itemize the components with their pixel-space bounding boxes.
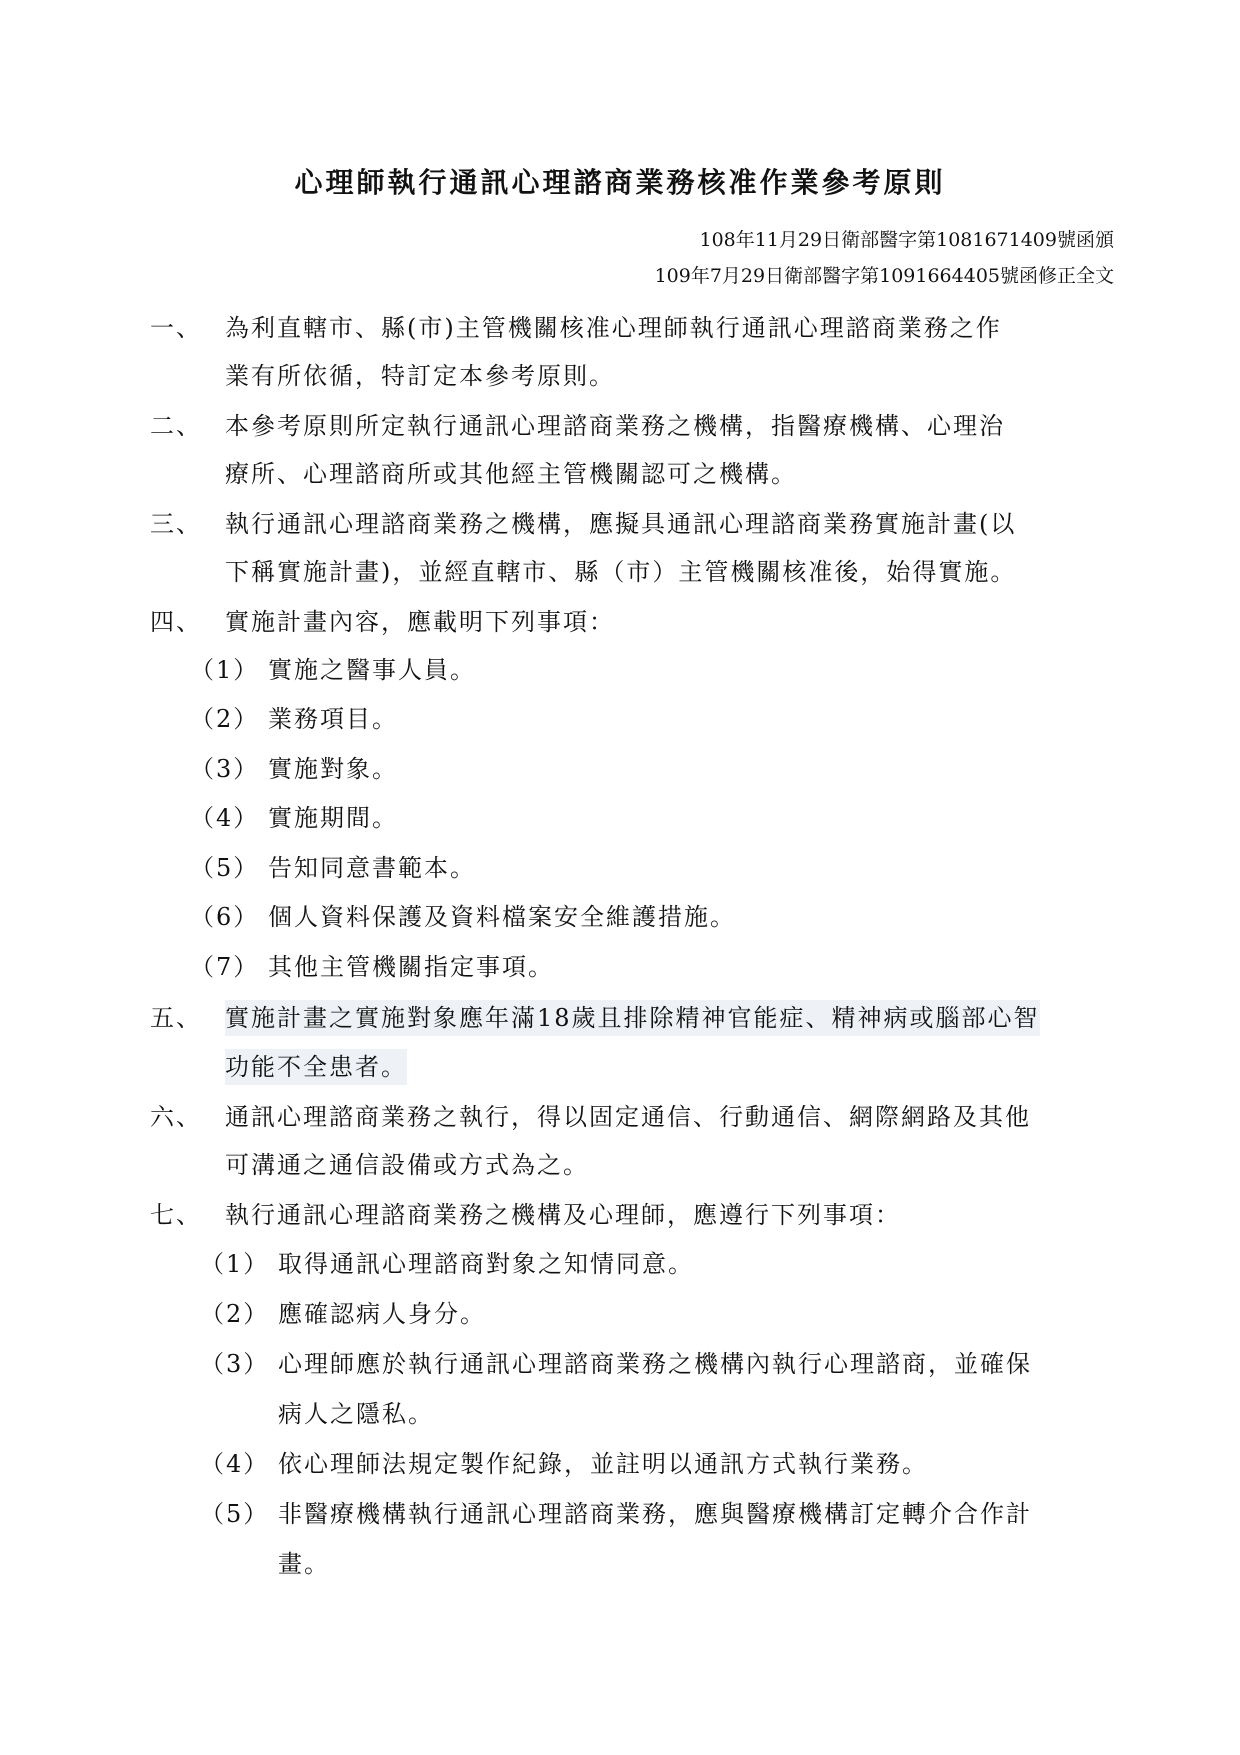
list-item-text: 依心理師法規定製作紀錄，並註明以通訊方式執行業務。 [278, 1450, 928, 1478]
list-item-text: 實施之醫事人員。 [268, 656, 476, 684]
section-text: 可溝通之通信設備或方式為之。 [225, 1151, 589, 1179]
revision-date: 109年7月29日衛部醫字第1091664405號函修正全文 [654, 265, 1114, 287]
list-item-number: （2） [200, 1300, 270, 1328]
list-item-text: 畫。 [278, 1550, 330, 1578]
section-text: 下稱實施計畫)，並經直轄市、縣（市）主管機關核准後，始得實施。 [225, 558, 1017, 586]
list-item-number: （5） [200, 1500, 270, 1528]
list-item-text: 非醫療機構執行通訊心理諮商業務，應與醫療機構訂定轉介合作計 [278, 1500, 1032, 1528]
section-text: 功能不全患者。 [225, 1049, 407, 1085]
document-title: 心理師執行通訊心理諮商業務核准作業參考原則 [294, 166, 946, 199]
section-number: 五、 [150, 1004, 202, 1032]
section-number: 四、 [150, 608, 202, 636]
list-item-text: 取得通訊心理諮商對象之知情同意。 [278, 1250, 694, 1278]
list-item-number: （6） [190, 903, 260, 931]
section-number: 二、 [150, 412, 202, 440]
list-item-text: 實施期間。 [268, 804, 398, 832]
section-text: 實施計畫之實施對象應年滿18歲且排除精神官能症、精神病或腦部心智 [225, 1000, 1040, 1036]
list-item-number: （1） [190, 656, 260, 684]
list-item-text: 個人資料保護及資料檔案安全維護措施。 [268, 903, 736, 931]
section-number: 一、 [150, 314, 202, 342]
list-item-text: 心理師應於執行通訊心理諮商業務之機構內執行心理諮商，並確保 [278, 1350, 1032, 1378]
list-item-text: 告知同意書範本。 [268, 854, 476, 882]
list-item-number: （1） [200, 1250, 270, 1278]
section-text: 執行通訊心理諮商業務之機構及心理師，應遵行下列事項： [225, 1201, 901, 1229]
list-item-number: （4） [200, 1450, 270, 1478]
section-number: 六、 [150, 1103, 202, 1131]
section-text: 療所、心理諮商所或其他經主管機關認可之機構。 [225, 460, 797, 488]
list-item-number: （3） [190, 755, 260, 783]
list-item-number: （2） [190, 705, 260, 733]
list-item-text: 實施對象。 [268, 755, 398, 783]
list-item-number: （3） [200, 1350, 270, 1378]
section-text: 實施計畫內容，應載明下列事項： [225, 608, 615, 636]
section-number: 三、 [150, 510, 202, 538]
list-item-number: （4） [190, 804, 260, 832]
list-item-number: （5） [190, 854, 260, 882]
section-text: 業有所依循，特訂定本參考原則。 [225, 362, 615, 390]
list-item-text: 應確認病人身分。 [278, 1300, 486, 1328]
list-item-text: 其他主管機關指定事項。 [268, 953, 554, 981]
list-item-text: 病人之隱私。 [278, 1400, 434, 1428]
list-item-number: （7） [190, 953, 260, 981]
promulgation-date: 108年11月29日衛部醫字第1081671409號函頒 [699, 229, 1114, 251]
section-text: 本參考原則所定執行通訊心理諮商業務之機構，指醫療機構、心理治 [225, 412, 1005, 440]
section-number: 七、 [150, 1201, 202, 1229]
section-text: 通訊心理諮商業務之執行，得以固定通信、行動通信、網際網路及其他 [225, 1103, 1031, 1131]
section-text: 執行通訊心理諮商業務之機構，應擬具通訊心理諮商業務實施計畫(以 [225, 510, 1017, 538]
list-item-text: 業務項目。 [268, 705, 398, 733]
section-text: 為利直轄市、縣(市)主管機關核准心理師執行通訊心理諮商業務之作 [225, 314, 1002, 342]
